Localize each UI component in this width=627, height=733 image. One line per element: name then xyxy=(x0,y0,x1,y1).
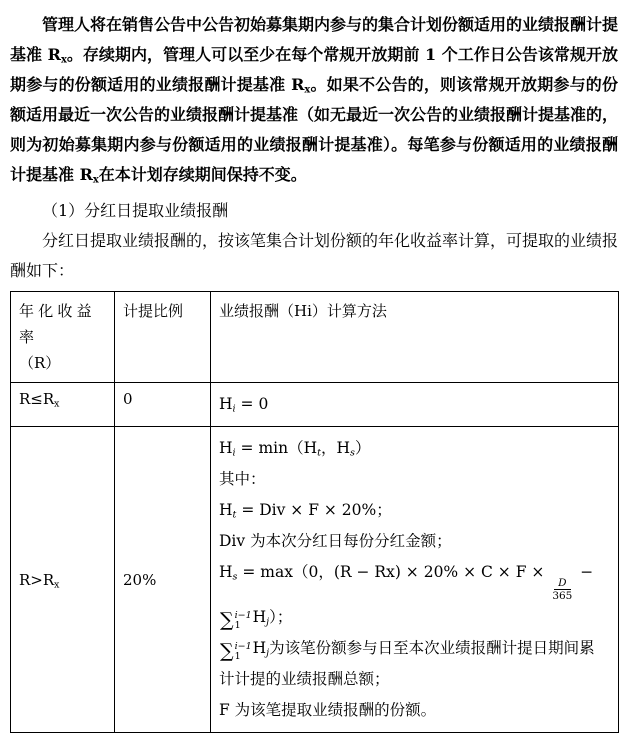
table-row-low-return xyxy=(11,383,619,427)
header-annualized-return-line2: （R） xyxy=(19,354,61,372)
header-cell-accrual-ratio: 计提比例 xyxy=(115,292,211,383)
condition-cell: $R>R_x$ xyxy=(11,427,115,733)
condition-cell: $R\le R_x$ xyxy=(11,383,115,427)
ratio-cell: 0 xyxy=(115,383,211,427)
table-row-high-return xyxy=(11,427,619,733)
ratio-cell: 20% xyxy=(115,427,211,733)
lead-paragraph: 分红日提取业绩报酬的，按该笔集合计划份额的年化收益率计算，可提取的业绩报酬如下： xyxy=(10,231,619,280)
header-annualized-return-line1: 年化收益率 xyxy=(19,302,96,346)
header-cell-calc-method: 业绩报酬（Hi）计算方法 xyxy=(211,292,619,383)
table-header-row xyxy=(11,292,619,383)
method-cell: $H_i = \min(H_t$，$H_s$） 其中： $H_t$ = Div × F × 20%； Div 为本次分红日每份分红金额； $H_s = \max(0$，(R − Rx) × 20% × C × F × $\frac{D}{365}$ − ∑ i−1 1 $H_j$）； ∑ i−1 1 $H_j$为该笔份额参与日至本次业绩报酬计提日期间累计计提的业绩报酬总额； F 为该笔提取业绩报酬的份额。 xyxy=(211,427,619,733)
header-cell-annualized-return xyxy=(11,292,115,383)
method-cell: $H_i = 0$ xyxy=(211,383,619,427)
intro-paragraph: 管理人将在销售公告中公告初始募集期内参与的集合计划份额适用的业绩报酬计提基准 $R_x$。存续期内，管理人可以至少在每个常规开放期前 1 个工作日公告该常规开放期参与的份额适用的业绩报酬计提基准 $R_x$。如果不公告的，则该常规开放期参与的份额适用最近一次公告的业绩报酬计提基准（如无最近一次公告的业绩报酬计提基准的，则为初始募集期内参与份额适用的业绩报酬计提基准）。每笔参与份额适用的业绩报酬计提基准 $R_x$在本计划存续期间保持不变。 xyxy=(10,15,619,186)
section-heading: （1）分红日提取业绩报酬 xyxy=(42,201,229,220)
performance-fee-table xyxy=(10,291,619,733)
